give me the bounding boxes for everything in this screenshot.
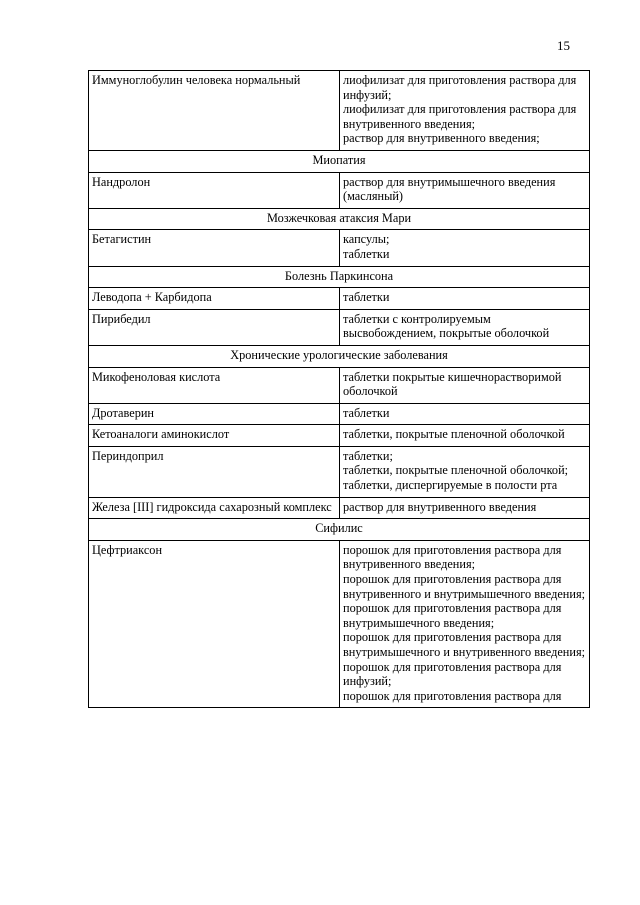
dosage-form: порошок для приготовления раствора для внутривенного и внутримышечного введения; — [343, 572, 586, 601]
drug-name: Цефтриаксон — [89, 540, 340, 708]
table-row — [89, 309, 590, 345]
dosage-form: таблетки — [343, 290, 390, 305]
table-row — [89, 403, 590, 425]
dosage-form: раствор для внутримышечного введения (масляный) — [343, 174, 556, 204]
dosage-forms — [340, 446, 590, 497]
dosage-forms — [340, 288, 590, 310]
dosage-forms — [340, 425, 590, 447]
dosage-form: порошок для приготовления раствора для внутримышечного введения; — [343, 601, 562, 630]
dosage-forms — [340, 172, 590, 208]
drug-name: Периндоприл — [89, 446, 340, 497]
section-heading: Хронические урологические заболевания — [89, 345, 590, 367]
dosage-form: таблетки, покрытые пленочной оболочкой — [343, 427, 565, 442]
table-row — [89, 540, 590, 708]
section-heading: Болезнь Паркинсона — [89, 266, 590, 288]
dosage-form: порошок для приготовления раствора для — [343, 688, 562, 703]
dosage-forms — [340, 309, 590, 345]
drug-name: Бетагистин — [89, 230, 340, 266]
table-row — [89, 230, 590, 266]
dosage-form: таблетки — [343, 246, 390, 261]
dosage-form: таблетки, покрытые пленочной оболочкой; — [343, 463, 569, 478]
dosage-forms — [340, 367, 590, 403]
table-row — [89, 172, 590, 208]
dosage-form: таблетки; — [343, 448, 393, 463]
section-row — [89, 266, 590, 288]
section-heading: Миопатия — [89, 150, 590, 172]
section-row — [89, 345, 590, 367]
dosage-form: таблетки, диспергируемые в полости рта — [343, 478, 558, 493]
dosage-forms — [340, 403, 590, 425]
dosage-form: порошок для приготовления раствора для инфузий; — [343, 659, 562, 689]
dosage-form: таблетки покрытые кишечнорастворимой оболочкой — [343, 369, 562, 399]
dosage-form: раствор для внутривенного введения — [343, 499, 537, 514]
section-row — [89, 519, 590, 541]
drug-name: Дротаверин — [89, 403, 340, 425]
section-row — [89, 208, 590, 230]
section-heading: Мозжечковая атаксия Мари — [89, 208, 590, 230]
drug-name: Иммуноглобулин человека нормальный — [89, 71, 340, 151]
table-row — [89, 446, 590, 497]
dosage-form: порошок для приготовления раствора для внутривенного введения; — [343, 542, 562, 572]
dosage-forms — [340, 71, 590, 151]
table-row — [89, 71, 590, 151]
drug-name: Железа [III] гидроксида сахарозный комплекс — [89, 497, 340, 519]
dosage-forms — [340, 540, 590, 708]
dosage-form: лиофилизат для приготовления раствора для инфузий; — [343, 73, 577, 102]
drug-name: Леводопа + Карбидопа — [89, 288, 340, 310]
page-number: 15 — [557, 38, 570, 53]
drug-table — [88, 70, 590, 708]
dosage-form: лиофилизат для приготовления раствора для внутривенного введения; — [343, 102, 577, 131]
drug-name: Кетоаналоги аминокислот — [89, 425, 340, 447]
dosage-form: капсулы; — [343, 232, 390, 247]
table-row — [89, 288, 590, 310]
dosage-form: таблетки — [343, 405, 390, 420]
dosage-forms — [340, 497, 590, 519]
table-row — [89, 497, 590, 519]
dosage-forms — [340, 230, 590, 266]
dosage-form: таблетки с контролируемым высвобождением, покрытые оболочкой — [343, 311, 550, 341]
section-row — [89, 150, 590, 172]
table-row — [89, 425, 590, 447]
drug-name: Микофеноловая кислота — [89, 367, 340, 403]
dosage-form: порошок для приготовления раствора для внутримышечного и внутривенного введения; — [343, 630, 586, 659]
dosage-form: раствор для внутривенного введения; — [343, 131, 540, 146]
section-heading: Сифилис — [89, 519, 590, 541]
table-row — [89, 367, 590, 403]
drug-name: Пирибедил — [89, 309, 340, 345]
drug-name: Нандролон — [89, 172, 340, 208]
